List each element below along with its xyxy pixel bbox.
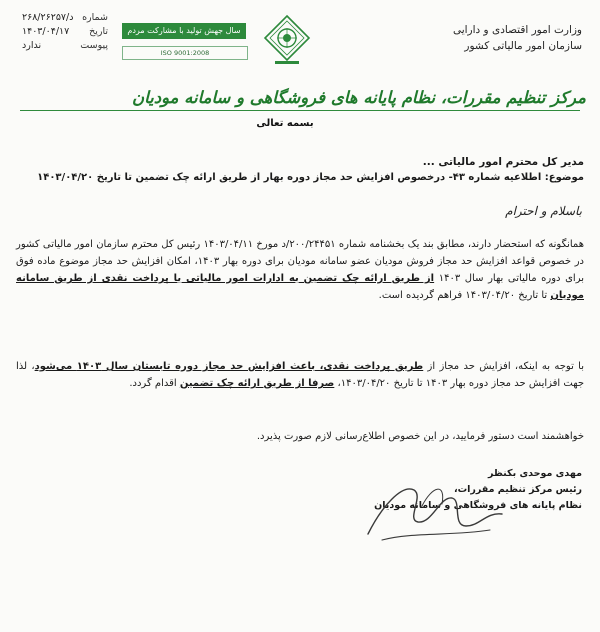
signatory-position-2: نظام پایانه های فروشگاهی و سامانه مودیان [374,500,582,511]
letter-meta [22,11,108,53]
meta-date-value: ۱۴۰۳/۰۴/۱۷ [22,26,70,37]
subject-text: اطلاعیه شماره ۴۳- درخصوص افزایش حد مجاز دوره بهار از طریق ارائه چک تضمین تا تاریخ ۱۴۰۳/۰۴/۲۰ [37,172,542,183]
paragraph-3: خواهشمند است دستور فرمایید، در این خصوص اطلاع‌رسانی لازم صورت پذیرد. [256,431,584,442]
paragraph-1 [16,236,584,304]
subject-line [24,172,584,183]
iso-badge: ISO 9001:2008 [122,46,248,60]
paragraph-2-text: با توجه به اینکه، افزایش حد مجاز از [423,361,585,372]
meta-attachment [22,39,108,53]
ministry-name: وزارت امور اقتصادی و دارایی [452,24,582,36]
meta-number-value: ۲۶۸/۲۶۲۵۷/د [22,12,74,23]
paragraph-2-emphasis-1: طریق پرداخت نقدی، باعث افزایش حد مجاز دوره تابستان سال ۱۴۰۳ می‌شود [34,361,424,372]
slogan-banner: سال جهش تولید با مشارکت مردم [122,23,246,39]
signatory-name: مهدی موحدی بکنظر [488,468,582,479]
paragraph-2 [16,358,584,392]
paragraph-1-emphasis: از طریق ارائه چک تضمین به ادارات امور مالیاتی یا پرداخت نقدی از طریق سامانه مودیان [16,273,584,301]
handwritten-signature-icon [362,476,512,548]
title-divider [20,110,580,111]
addressee: مدیر کل محترم امور مالیاتی ... [422,156,584,168]
paragraph-1-tail: تا تاریخ ۱۴۰۳/۰۴/۲۰ فراهم گردیده است. [378,290,551,301]
organization-name: سازمان امور مالیاتی کشور [464,40,582,52]
paragraph-2-tail: اقدام گردد. [129,378,180,389]
paragraph-1-text: همانگونه که استحضار دارند، مطابق بند یک بخشنامه شماره ۲۰۰/۲۴۴۵۱/د مورخ ۱۴۰۳/۰۴/۱۱ رئیس کل محترم سازمان امور مالیاتی کشور در خصوص قواعد افزایش حد مجاز فروش مودیان عضو سامانه مودیان برای دوره بهار ۱۴۰۳، امکان افزایش حد مجاز موضوع ماده فوق برای دوره مالیاتی بهار سال ۱۴۰۳ [16,239,584,284]
basmala: بسمه تعالی [256,118,314,129]
meta-attachment-label: پیوست [80,40,108,51]
signatory-position-1: رئیس مرکز تنظیم مقررات، [453,484,582,495]
greeting: باسلام و احترام [505,204,582,218]
meta-date [22,25,108,39]
paragraph-2-middle: ، لذا جهت افزایش حد مجاز دوره بهار ۱۴۰۳ تا تاریخ ۱۴۰۳/۰۴/۲۰، [16,361,584,389]
ministry-heading [377,22,582,54]
meta-number-label: شماره [82,12,108,23]
meta-date-label: تاریخ [89,26,108,37]
subject-label: موضوع: [544,172,584,183]
meta-attachment-value: ندارد [22,40,42,51]
tax-organization-emblem-icon [263,14,311,66]
meta-number [22,11,108,25]
paragraph-2-emphasis-2: صرفا از طریق ارائه چک تضمین [179,378,335,389]
center-title: مرکز تنظیم مقررات، نظام پایانه های فروشگاهی و سامانه مودیان [131,88,586,107]
